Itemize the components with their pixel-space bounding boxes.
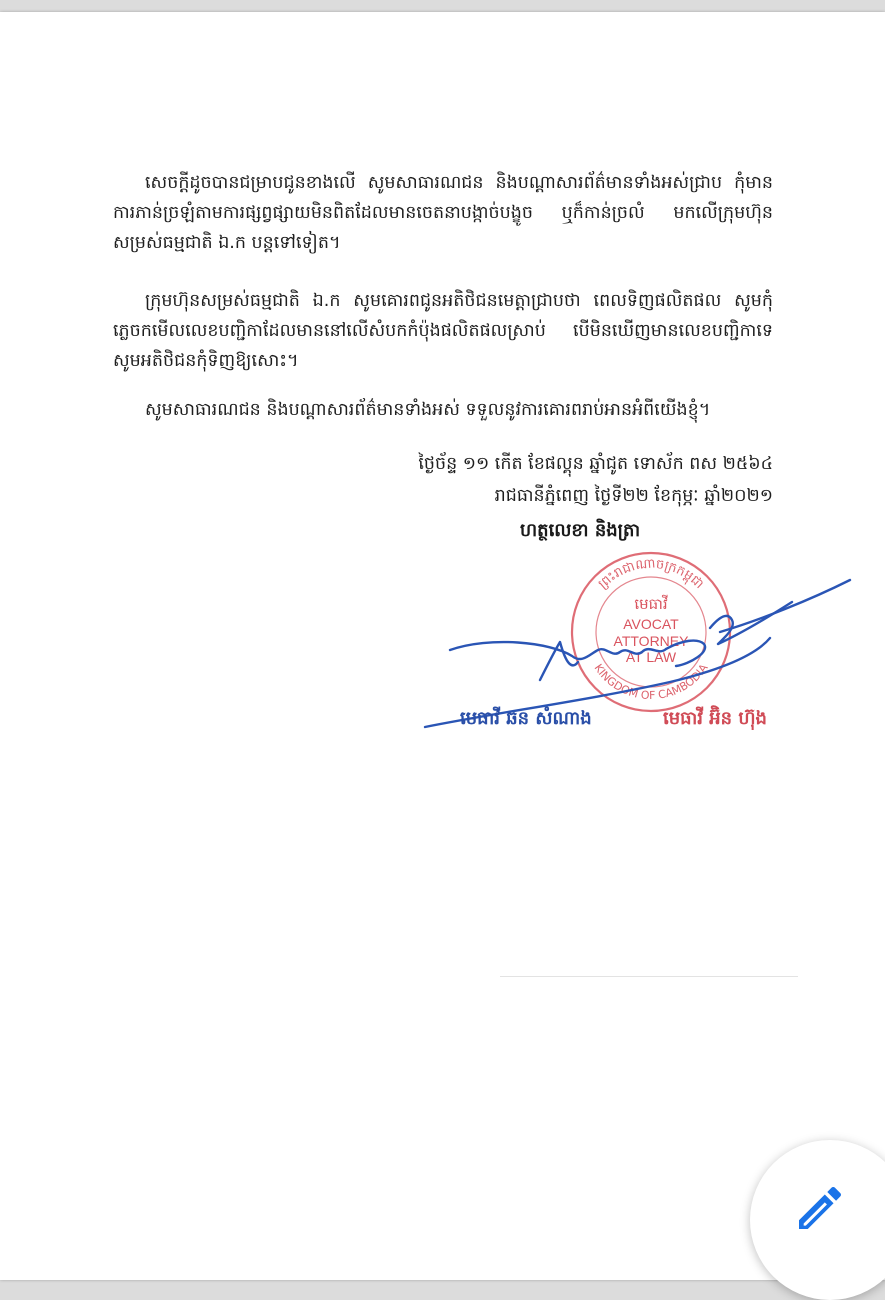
divider [500, 976, 798, 977]
pencil-icon [792, 1180, 848, 1236]
seal-khmer-label: មេធាវី [634, 595, 668, 613]
paragraph-2: ក្រុមហ៊ុនសម្រស់ធម្មជាតិ ឯ.ក សូមគោរពជូនអតិថិជនមេត្តាជ្រាបថា ពេលទិញផលិតផល សូមកុំភ្លេចកមើលលេខបញ្ជិកាដែលមាននៅលើសំបកកំប៉ុងផលិតផលស្រាប់ បើមិនឃើញមានលេខបញ្ជិកាទេ សូមអតិថិជនកុំទិញឱ្យសោះ។ [113, 291, 773, 371]
solar-date: រាជធានីភ្នំពេញ ថ្ងៃទី២២ ខែកុម្ភៈ ឆ្នាំ២០២១ [494, 486, 773, 506]
signer-left-name: មេធាវី ឆន សំណាង [460, 708, 592, 729]
seal-top-text: ព្រះរាជាណាចក្រកម្ពុជា [595, 556, 707, 593]
signatory-title: ហត្ថលេខា និងត្រា [520, 520, 641, 541]
seal-line-3: AT LAW [625, 649, 677, 665]
document-page [0, 12, 885, 1280]
signer-right-name: មេធាវី អ៊ិន ហ៊ុង [663, 708, 767, 729]
seal-line-2: ATTORNEY [613, 633, 689, 649]
seal-ring-text: KINGDOM OF CAMBODIA [591, 661, 711, 703]
seal-line-1: AVOCAT [623, 616, 679, 632]
paragraph-3: សូមសាធារណជន និងបណ្តាសារព័ត៌មានទាំងអស់ ទទួលនូវការគោរពរាប់អានអំពីយើងខ្ញុំ។ [145, 400, 711, 420]
lunar-date: ថ្ងៃច័ន្ទ ១១ កើត ខែផល្គុន ឆ្នាំជូត ទោស័ក ពស ២៥៦៤ [418, 454, 773, 474]
paragraph-1: សេចក្តីដូចបានជម្រាបជូនខាងលើ សូមសាធារណជន និងបណ្តាសារព័ត៌មានទាំងអស់ជ្រាប កុំមានការភាន់ច្រឡំតាមការផ្សព្វផ្សាយមិនពិតដែលមានចេតនាបង្កាច់បង្ខូច ឬក៏កាន់ច្រលំ មកលើក្រុមហ៊ុនសម្រស់ធម្មជាតិ ឯ.ក បន្តទៅទៀត។ [113, 173, 773, 253]
